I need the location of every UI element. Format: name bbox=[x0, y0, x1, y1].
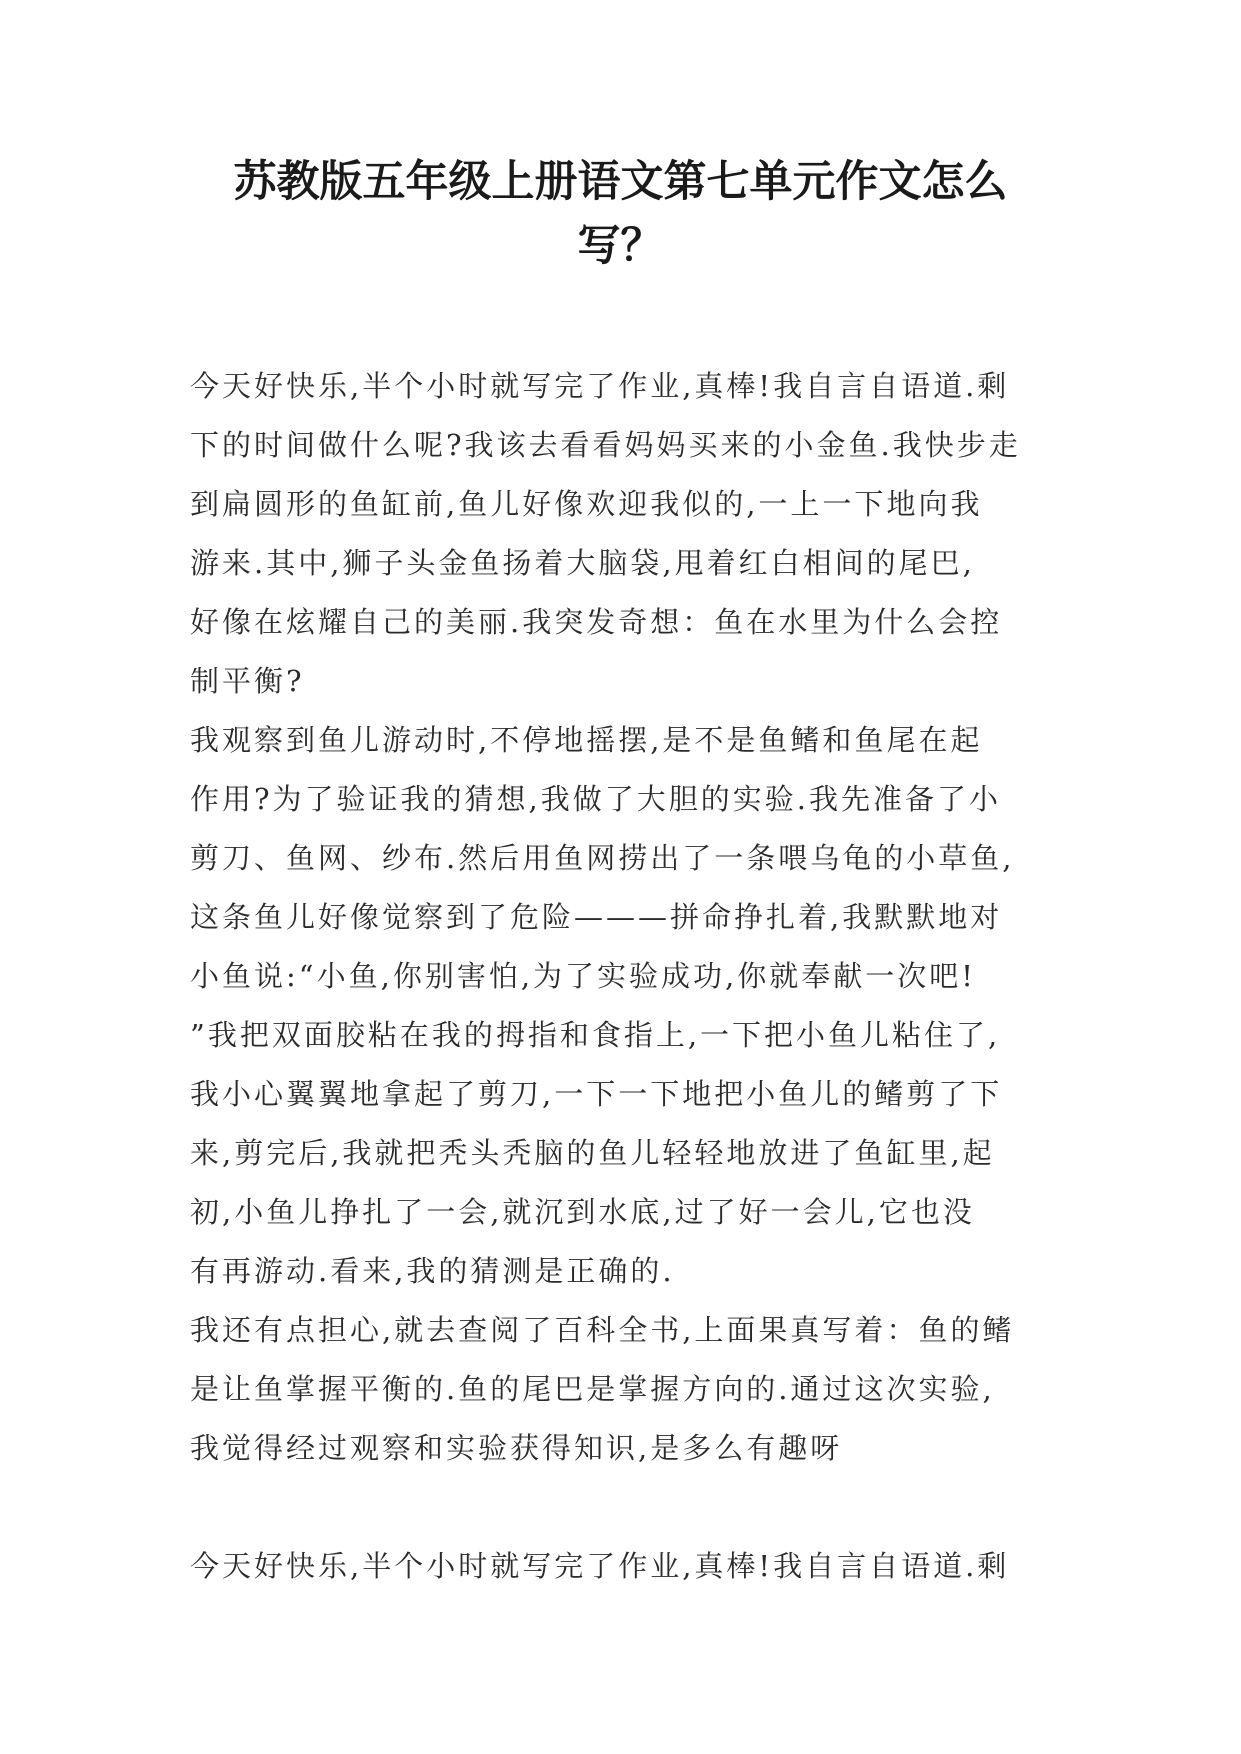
paragraph-3 bbox=[190, 1301, 1070, 1478]
paragraph-gap bbox=[190, 1478, 1070, 1537]
document-body bbox=[190, 357, 1070, 1596]
text-line: 制平衡? bbox=[190, 664, 305, 698]
text-line: 小鱼说:“小鱼,你别害怕,为了实验成功,你就奉献一次吧! bbox=[190, 959, 976, 993]
text-line: 我还有点担心,就去查阅了百科全书,上面果真写着：鱼的鳍 bbox=[190, 1313, 1015, 1347]
text-line: 今天好快乐,半个小时就写完了作业,真棒!我自言自语道.剩 bbox=[190, 1549, 1010, 1583]
text-line: 我观察到鱼儿游动时,不停地摇摆,是不是鱼鳍和鱼尾在起 bbox=[190, 723, 983, 757]
text-line: 下的时间做什么呢?我该去看看妈妈买来的小金鱼.我快步走 bbox=[190, 428, 1021, 462]
text-line: 作用?为了验证我的猜想,我做了大胆的实验.我先准备了小 bbox=[190, 782, 1001, 816]
text-line: 今天好快乐,半个小时就写完了作业,真棒!我自言自语道.剩 bbox=[190, 369, 1010, 403]
paragraph-1 bbox=[190, 357, 1070, 711]
text-line: 初,小鱼儿挣扎了一会,就沉到水底,过了好一会儿,它也没 bbox=[190, 1195, 975, 1229]
text-line: 我小心翼翼地拿起了剪刀,一下一下地把小鱼儿的鳍剪了下 bbox=[190, 1077, 1003, 1111]
text-line: 这条鱼儿好像觉察到了危险———拼命挣扎着,我默默地对 bbox=[190, 900, 1003, 934]
text-line: 有再游动.看来,我的猜测是正确的. bbox=[190, 1254, 675, 1288]
title-line-2: 写？ bbox=[577, 221, 664, 271]
text-line: 到扁圆形的鱼缸前,鱼儿好像欢迎我似的,一上一下地向我 bbox=[190, 487, 983, 521]
paragraph-4 bbox=[190, 1537, 1070, 1596]
text-line: 剪刀、鱼网、纱布.然后用鱼网捞出了一条喂乌龟的小草鱼, bbox=[190, 841, 1015, 875]
text-line: 好像在炫耀自己的美丽.我突发奇想：鱼在水里为什么会控 bbox=[190, 605, 1003, 639]
text-line: 来,剪完后,我就把秃头秃脑的鱼儿轻轻地放进了鱼缸里,起 bbox=[190, 1136, 995, 1170]
text-line: ”我把双面胶粘在我的拇指和食指上,一下把小鱼儿粘住了, bbox=[190, 1018, 1001, 1052]
title-line-1: 苏教版五年级上册语文第七单元作文怎么 bbox=[233, 157, 1008, 207]
text-line: 游来.其中,狮子头金鱼扬着大脑袋,甩着红白相间的尾巴, bbox=[190, 546, 975, 580]
text-line: 是让鱼掌握平衡的.鱼的尾巴是掌握方向的.通过这次实验, bbox=[190, 1372, 995, 1406]
document-title bbox=[150, 150, 1091, 278]
paragraph-2 bbox=[190, 711, 1070, 1301]
text-line: 我觉得经过观察和实验获得知识,是多么有趣呀 bbox=[190, 1431, 843, 1465]
